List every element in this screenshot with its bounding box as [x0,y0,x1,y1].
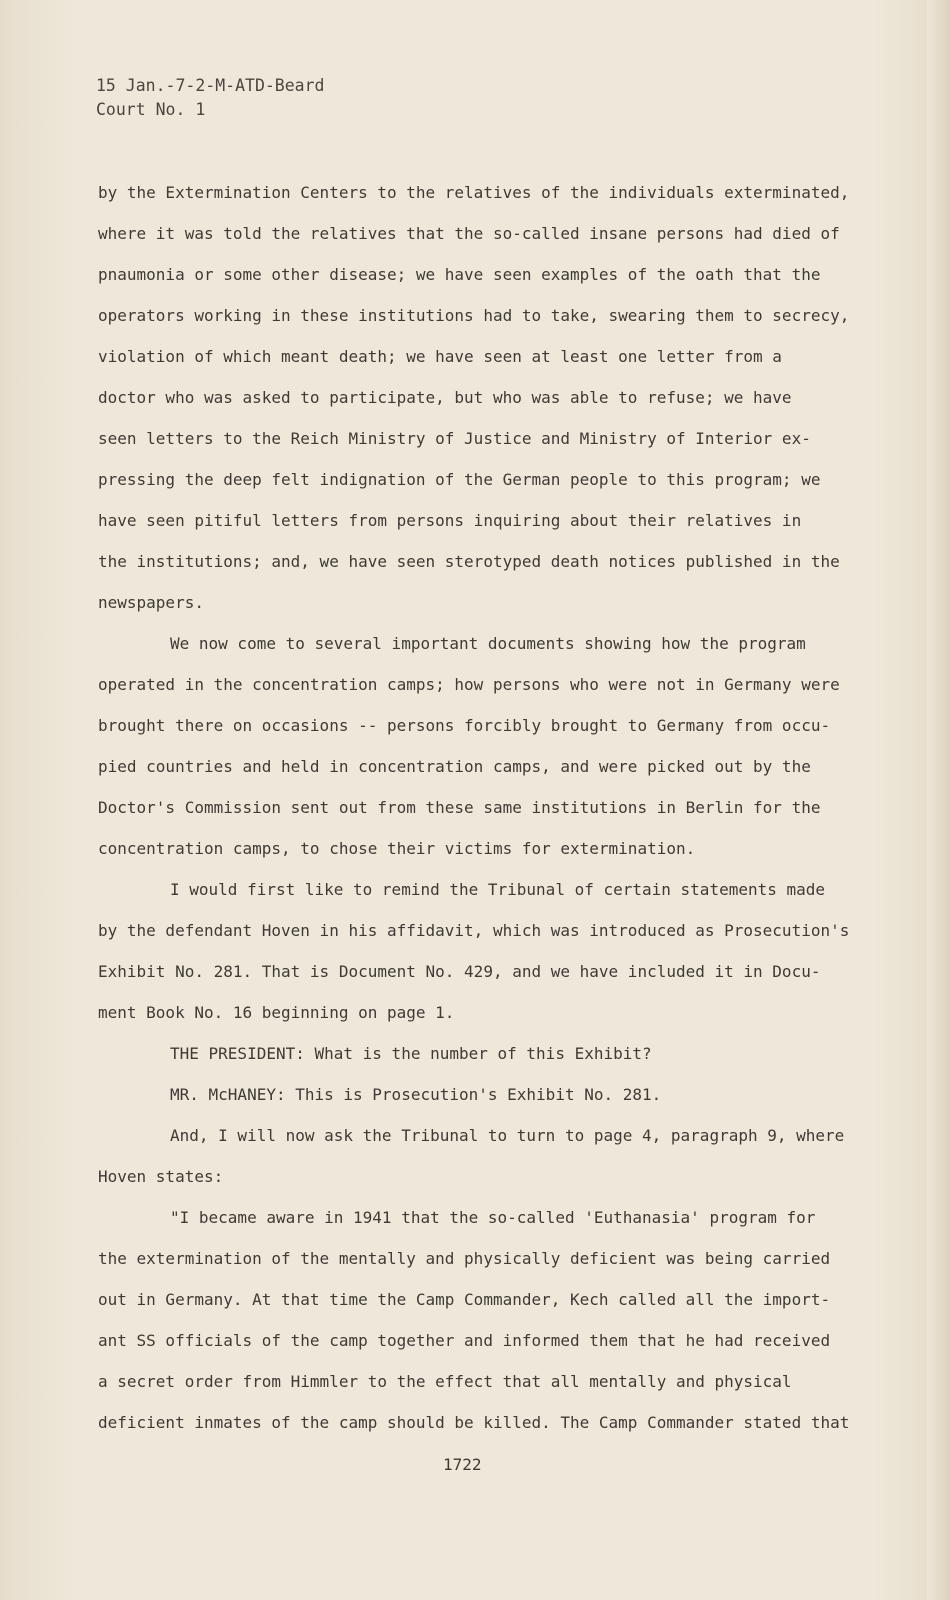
quoted-line: out in Germany. At that time the Camp Commander, Kech called all the import- [98,1290,831,1309]
quoted-line: a secret order from Himmler to the effect that all mentally and physical [98,1372,792,1391]
text-line: violation of which meant death; we have seen at least one letter from a [98,347,782,366]
text-line: pnaumonia or some other disease; we have seen examples of the oath that the [98,265,821,284]
text-line: concentration camps, to chose their victims for extermination. [98,839,696,858]
text-line: doctor who was asked to participate, but who was able to refuse; we have [98,388,792,407]
text-line: by the Extermination Centers to the relatives of the individuals exterminated, [98,183,850,202]
text-line: I would first like to remind the Tribunal of certain statements made [170,880,826,899]
text-line: operators working in these institutions had to take, swearing them to secrecy, [98,306,850,325]
text-line: seen letters to the Reich Ministry of Justice and Ministry of Interior ex- [98,429,811,448]
text-line: have seen pitiful letters from persons inquiring about their relatives in [98,511,802,530]
page-number: 1722 [443,1455,482,1474]
quoted-line: deficient inmates of the camp should be killed. The Camp Commander stated that [98,1413,850,1432]
text-line: Exhibit No. 281. That is Document No. 429, and we have included it in Docu- [98,962,821,981]
text-line: Hoven states: [98,1167,224,1186]
text-line: Doctor's Commission sent out from these same institutions in Berlin for the [98,798,821,817]
text-line: pied countries and held in concentration camps, and were picked out by the [98,757,811,776]
text-line: We now come to several important documents showing how the program [170,634,806,653]
transcript-body [98,172,898,1443]
document-header [96,74,324,122]
quoted-line: ant SS officials of the camp together and informed them that he had received [98,1331,831,1350]
text-line: brought there on occasions -- persons forcibly brought to Germany from occu- [98,716,831,735]
header-court: Court No. 1 [96,100,206,119]
speaker-line-president: THE PRESIDENT: What is the number of this Exhibit? [170,1044,652,1063]
text-line: the institutions; and, we have seen sterotyped death notices published in the [98,552,840,571]
speaker-line-mchaney: MR. McHANEY: This is Prosecution's Exhibit No. 281. [170,1085,662,1104]
quoted-line: "I became aware in 1941 that the so-called 'Euthanasia' program for [170,1208,816,1227]
text-line: And, I will now ask the Tribunal to turn to page 4, paragraph 9, where [170,1126,845,1145]
quoted-line: the extermination of the mentally and physically deficient was being carried [98,1249,831,1268]
text-line: newspapers. [98,593,204,612]
text-line: by the defendant Hoven in his affidavit, which was introduced as Prosecution's [98,921,850,940]
page-edge [927,0,949,1600]
text-line: where it was told the relatives that the so-called insane persons had died of [98,224,840,243]
header-reference: 15 Jan.-7-2-M-ATD-Beard [96,76,325,95]
text-line: pressing the deep felt indignation of the German people to this program; we [98,470,821,489]
text-line: ment Book No. 16 beginning on page 1. [98,1003,455,1022]
text-line: operated in the concentration camps; how persons who were not in Germany were [98,675,840,694]
